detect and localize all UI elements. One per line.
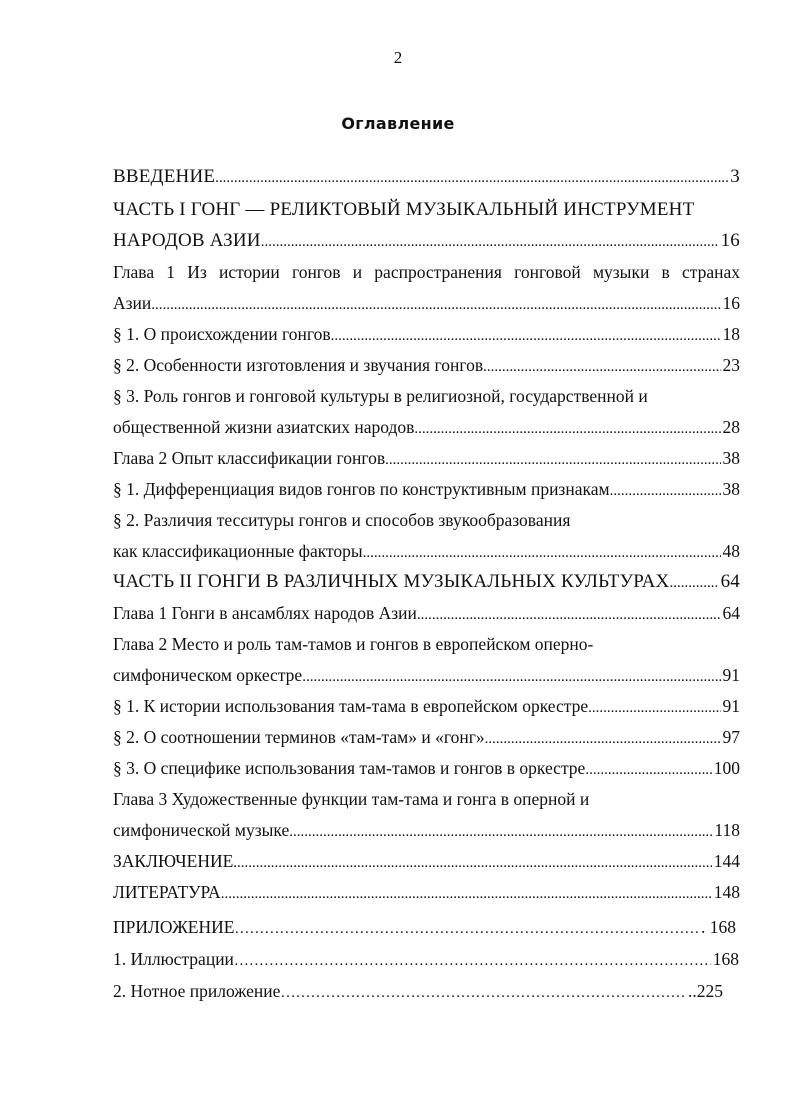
- toc-line: [113, 260, 740, 284]
- toc-entry-title: Глава 3 Художественные функции там-тама и гонга в оперной и: [113, 789, 590, 809]
- toc-line: [113, 322, 740, 346]
- toc-leader-dots: [151, 293, 720, 317]
- toc-page-number: 97: [722, 727, 740, 747]
- toc-page-number: 91: [722, 665, 740, 685]
- toc-page-number: . 168: [701, 917, 736, 937]
- toc-line: [113, 229, 740, 253]
- toc-line: [113, 508, 740, 532]
- toc-leader-dots: [669, 571, 718, 595]
- toc-line: [113, 915, 736, 939]
- page-title: Оглавление: [341, 114, 455, 133]
- toc-line: [113, 198, 740, 222]
- toc-line: [113, 570, 740, 594]
- toc-entry-title: § 1. К истории использования там-тама в европейском оркестре: [113, 696, 589, 716]
- toc-line: [113, 165, 740, 189]
- toc-entry-title: НАРОДОВ АЗИИ: [113, 230, 261, 251]
- toc-page-number: 100: [713, 758, 740, 778]
- toc-line: [113, 663, 740, 687]
- toc-leader-dots: [302, 665, 720, 689]
- toc-leader-dots: [289, 820, 712, 844]
- toc-page-number: 64: [722, 603, 740, 623]
- toc-page-number: 38: [722, 448, 740, 468]
- toc-entry-title: как классификационные факторы: [113, 541, 363, 561]
- toc-entry-title: симфоническом оркестре: [113, 665, 303, 685]
- toc-line: [113, 880, 740, 904]
- toc-page-number: 91: [722, 696, 740, 716]
- toc-line: [113, 979, 723, 1003]
- toc-entry-title: § 3. О специфике использования там-тамов и гонгов в оркестре: [113, 758, 586, 778]
- toc-entry-title: ВВЕДЕНИЕ: [113, 166, 216, 187]
- toc-leader-dots: [363, 541, 721, 565]
- toc-page-number: 38: [722, 479, 740, 499]
- toc-entry-title: ЧАСТЬ II ГОНГИ В РАЗЛИЧНЫХ МУЗЫКАЛЬНЫХ КУЛЬТУРАХ: [113, 571, 670, 592]
- toc-line: [113, 818, 740, 842]
- toc-entry-title: Глава 1 Из истории гонгов и распространения гонговой музыки в странах: [113, 262, 740, 282]
- toc-leader-dots: [483, 355, 720, 379]
- toc-line: [113, 725, 740, 749]
- toc-line: [113, 539, 740, 563]
- toc-leader-dots: [261, 230, 719, 254]
- toc-entry-title: § 2. Особенности изготовления и звучания гонгов: [113, 355, 484, 375]
- toc-leader-dots: [280, 981, 686, 1005]
- toc-entry-title: Азии: [113, 293, 152, 313]
- toc-leader-dots: [485, 727, 721, 751]
- toc-page-number: 168: [712, 949, 739, 969]
- toc-page-number: 64: [720, 571, 740, 592]
- toc-leader-dots: [385, 448, 720, 472]
- toc-line: [113, 632, 740, 656]
- toc-entry-title: § 3. Роль гонгов и гонговой культуры в религиозной, государственной и: [113, 386, 648, 406]
- toc-entry-title: ПРИЛОЖЕНИЕ: [113, 917, 235, 937]
- toc-entry-title: Глава 2 Место и роль там-тамов и гонгов в европейском оперно-: [113, 634, 594, 654]
- toc-line: [113, 353, 740, 377]
- toc-leader-dots: [215, 166, 728, 190]
- toc-line: [113, 787, 740, 811]
- toc-line: [113, 601, 740, 625]
- toc-line: [113, 446, 740, 470]
- toc-entry-title: § 1. Дифференциация видов гонгов по конструктивным признакам: [113, 479, 610, 499]
- toc-leader-dots: [414, 417, 720, 441]
- toc-entry-title: Глава 2 Опыт классификации гонгов: [113, 448, 386, 468]
- toc-line: [113, 384, 740, 408]
- toc-entry-title: симфонической музыке: [113, 820, 290, 840]
- toc-line: [113, 477, 740, 501]
- toc-line: [113, 947, 739, 971]
- toc-page-number: 3: [730, 166, 740, 187]
- toc-line: [113, 694, 740, 718]
- toc-entry-title: § 2. О соотношении терминов «там-там» и «гонг»: [113, 727, 485, 747]
- toc-leader-dots: [331, 324, 721, 348]
- toc-page-number: 16: [722, 293, 740, 313]
- toc-entry-title: § 1. О происхождении гонгов: [113, 324, 331, 344]
- toc-leader-dots: [588, 696, 720, 720]
- toc-leader-dots: [610, 479, 721, 503]
- toc-line: [113, 756, 740, 780]
- toc-line: [113, 291, 740, 315]
- toc-entry-title: ЛИТЕРАТУРА: [113, 882, 221, 902]
- toc-entry-title: общественной жизни азиатских народов: [113, 417, 415, 437]
- toc-entry-title: Глава 1 Гонги в ансамблях народов Азии: [113, 603, 417, 623]
- toc-line: [113, 849, 740, 873]
- toc-leader-dots: [234, 949, 711, 973]
- toc-leader-dots: [585, 758, 711, 782]
- toc-entry-title: ЧАСТЬ I ГОНГ — РЕЛИКТОВЫЙ МУЗЫКАЛЬНЫЙ ИНСТРУМЕНТ: [113, 199, 695, 220]
- toc-page-number: 118: [714, 820, 740, 840]
- toc-entry-title: 2. Нотное приложение: [113, 981, 281, 1001]
- toc-leader-dots: [233, 851, 711, 875]
- toc-page-number: 148: [713, 882, 740, 902]
- page-number: 2: [393, 48, 403, 67]
- toc-page-number: 18: [722, 324, 740, 344]
- toc-page-number: ..225: [688, 981, 723, 1001]
- toc-leader-dots: [234, 917, 699, 941]
- toc-line: [113, 415, 740, 439]
- toc-page-number: 16: [720, 230, 740, 251]
- toc-leader-dots: [417, 603, 721, 627]
- toc-entry-title: 1. Иллюстрации: [113, 949, 234, 969]
- toc-leader-dots: [221, 882, 712, 906]
- toc-page-number: 23: [722, 355, 740, 375]
- toc-page-number: 28: [722, 417, 740, 437]
- toc-entry-title: § 2. Различия тесситуры гонгов и способов звукообразования: [113, 510, 571, 530]
- toc-page-number: 48: [722, 541, 740, 561]
- toc-entry-title: ЗАКЛЮЧЕНИЕ: [113, 851, 234, 871]
- toc-page-number: 144: [713, 851, 740, 871]
